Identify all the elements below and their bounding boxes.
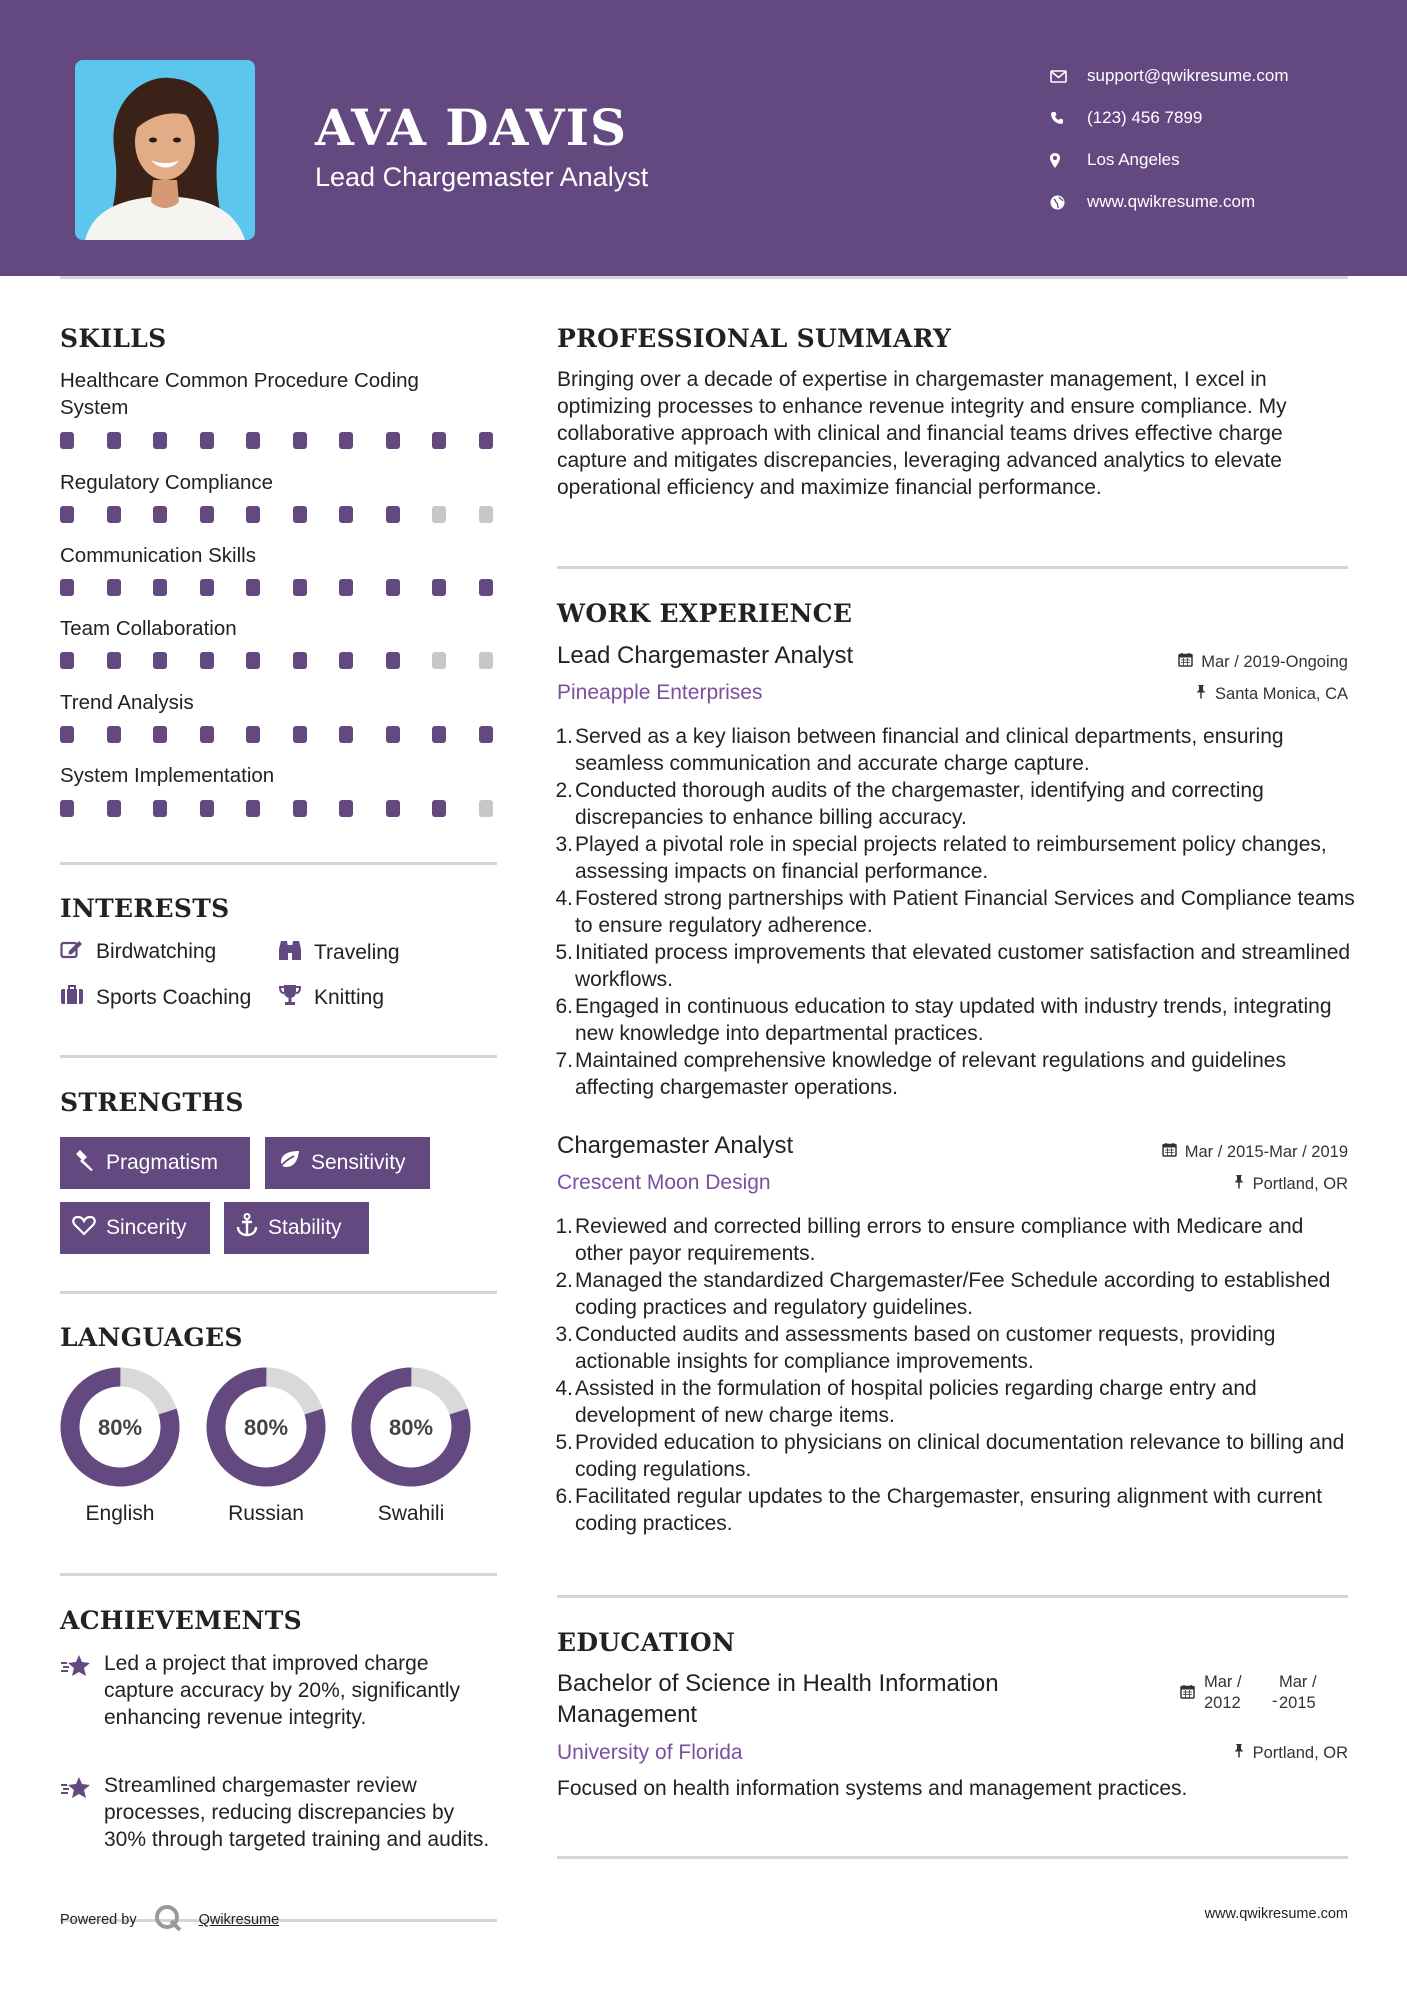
pushpin-icon [1233, 1743, 1245, 1763]
powered-by-brand[interactable]: Qwikresume [198, 1912, 280, 1928]
skill-dot [386, 506, 400, 523]
interest-item [60, 939, 216, 965]
job-bullets [555, 723, 1355, 1101]
skill-dot [60, 432, 74, 449]
contact-email-text[interactable]: support@qwikresume.com [1087, 66, 1289, 85]
skill-dot [107, 800, 121, 817]
trophy-icon [278, 984, 302, 1012]
skill-dot [153, 652, 167, 669]
skill-dot [246, 432, 260, 449]
skill-dot [200, 652, 214, 669]
skill-dot [479, 726, 493, 743]
skill-dot [200, 800, 214, 817]
skill-dot [479, 652, 493, 669]
job-bullet: 3. Conducted audits and assessments based on customer requests, providing actionable insights for compliance improvements. [555, 1323, 1276, 1373]
calendar-icon [1162, 1142, 1177, 1162]
skill-dot [339, 506, 353, 523]
skill-dot [60, 579, 74, 596]
skill-dot [339, 652, 353, 669]
edu-start-year: 2012 [1204, 1694, 1241, 1712]
phone-icon [1050, 111, 1087, 125]
strength-tag [60, 1202, 210, 1254]
skill-dot [432, 506, 446, 523]
contact-email [1050, 55, 1289, 97]
degree-title: Bachelor of Science in Health Information Management [557, 1670, 999, 1728]
section-divider [557, 1856, 1348, 1859]
language-percent: 80% [243, 1415, 289, 1440]
skill-dot [432, 800, 446, 817]
footer-url[interactable]: www.qwikresume.com [1204, 1906, 1348, 1922]
skill-dot [246, 726, 260, 743]
strength-label: Sensitivity [311, 1151, 406, 1174]
job-bullet: 4. Fostered strong partnerships with Patient Financial Services and Compliance teams to ensure regulatory adherence. [555, 887, 1355, 937]
skill-dot [246, 579, 260, 596]
interest-label: Traveling [314, 941, 400, 964]
skill-name: Trend Analysis [60, 691, 194, 714]
job-title: Chargemaster Analyst [557, 1132, 794, 1159]
briefcase-icon [60, 984, 84, 1011]
edu-description: Focused on health information systems and management practices. [557, 1777, 1188, 1800]
skill-dot [200, 432, 214, 449]
skill-name: Team Collaboration [60, 617, 237, 640]
edu-date-dash: - [1272, 1692, 1278, 1710]
skill-dot [479, 432, 493, 449]
experience-heading: WORK EXPERIENCE [557, 599, 853, 628]
job-bullet: 3. Played a pivotal role in special projects related to reimbursement policy changes, assessing impacts on financial performance. [555, 833, 1327, 883]
leaf-icon [277, 1150, 301, 1176]
job-bullet: 2. Conducted thorough audits of the chargemaster, identifying and correcting discrepancies to enhance billing accuracy. [555, 779, 1264, 829]
achievement-text: Streamlined chargemaster review processes, reducing discrepancies by 30% through targeted training and audits. [104, 1774, 490, 1851]
language-ring [59, 1366, 181, 1493]
skill-dot [339, 432, 353, 449]
job-bullet: 4. Assisted in the formulation of hospital policies regarding charge entry and development of new charge items. [555, 1377, 1257, 1427]
interest-label: Sports Coaching [96, 985, 252, 1009]
resume-header [0, 0, 1407, 276]
section-divider [557, 1595, 1348, 1598]
skill-dot [246, 506, 260, 523]
skill-name: Communication Skills [60, 544, 256, 567]
skill-dot [200, 506, 214, 523]
contact-website-text[interactable]: www.qwikresume.com [1087, 192, 1256, 211]
skill-dot [60, 506, 74, 523]
shooting-star-icon [60, 1653, 92, 1731]
map-pin-icon [1050, 153, 1087, 168]
section-divider [60, 1055, 497, 1058]
skill-dot [107, 432, 121, 449]
job-dates [1162, 1142, 1348, 1162]
job-bullet: 5. Initiated process improvements that elevated customer satisfaction and streamlined workflows. [555, 941, 1351, 991]
skill-dot [107, 726, 121, 743]
contact-location-text: Los Angeles [1087, 150, 1180, 169]
languages-heading: LANGUAGES [60, 1323, 243, 1352]
powered-by-label: Powered by [60, 1912, 137, 1928]
anchor-icon [236, 1213, 258, 1243]
strength-label: Stability [268, 1216, 342, 1239]
edu-end-month: Mar / [1279, 1673, 1317, 1691]
language-percent: 80% [97, 1415, 143, 1440]
skill-rating [60, 800, 493, 817]
job-bullet: 2. Managed the standardized Chargemaster/Fee Schedule according to established coding practices and regulatory guidelines. [555, 1269, 1331, 1319]
job-location [1195, 684, 1348, 704]
job-dates-text: Mar / 2019-Ongoing [1201, 652, 1348, 671]
skill-dot [153, 506, 167, 523]
achievement-text: Led a project that improved charge capture accuracy by 20%, significantly enhancing revenue integrity. [104, 1652, 461, 1729]
job-location-text: Portland, OR [1252, 1174, 1348, 1193]
skill-name: Regulatory Compliance [60, 471, 274, 494]
job-dates [1178, 652, 1348, 672]
contact-website [1050, 181, 1289, 223]
contact-list [1050, 55, 1289, 223]
summary-heading: PROFESSIONAL SUMMARY [557, 324, 952, 353]
gavel-icon [72, 1149, 96, 1177]
skill-dot [432, 652, 446, 669]
skill-dot [293, 579, 307, 596]
language-name: Swahili [377, 1502, 445, 1525]
candidate-name: AVA DAVIS [315, 98, 628, 157]
strength-label: Sincerity [106, 1216, 187, 1239]
job-bullet: 6. Facilitated regular updates to the Chargemaster, ensuring alignment with current coding practices. [555, 1485, 1323, 1535]
skill-name: Healthcare Common Procedure Coding System [60, 369, 419, 419]
summary-text: Bringing over a decade of expertise in chargemaster management, I excel in optimizing processes to enhance revenue integrity and ensure compliance. My collaborative approach with clinical and financial teams drives effective charge capture and mitigates discrepancies, leveraging advanced analytics to elevate operational efficiency and maximize financial performance. [557, 368, 1287, 499]
skill-dot [386, 579, 400, 596]
job-bullet: 6. Engaged in continuous education to stay updated with industry trends, integrating new knowledge into departmental practices. [555, 995, 1332, 1045]
edu-end-year: 2015 [1279, 1694, 1316, 1712]
interest-item [278, 939, 400, 967]
job-title: Lead Chargemaster Analyst [557, 642, 854, 669]
skill-dot [200, 579, 214, 596]
skill-dot [479, 506, 493, 523]
skill-dot [386, 652, 400, 669]
interest-item [278, 984, 384, 1012]
job-bullet: 5. Provided education to physicians on clinical documentation relevance to billing and coding regulations. [555, 1431, 1345, 1481]
section-divider [557, 566, 1348, 569]
interest-label: Birdwatching [96, 940, 217, 963]
language-percent: 80% [388, 1415, 434, 1440]
skill-dot [60, 652, 74, 669]
job-location-text: Santa Monica, CA [1215, 684, 1348, 703]
job-bullets [555, 1213, 1355, 1537]
skill-dot [339, 726, 353, 743]
shooting-star-icon [60, 1775, 92, 1853]
job-dates-text: Mar / 2015-Mar / 2019 [1184, 1142, 1348, 1161]
edu-start-month: Mar / [1204, 1673, 1242, 1691]
skill-dot [246, 652, 260, 669]
skill-dot [293, 432, 307, 449]
skill-dot [153, 726, 167, 743]
skill-dot [479, 579, 493, 596]
strength-tag [60, 1137, 250, 1189]
skill-dot [60, 800, 74, 817]
section-divider [60, 862, 497, 865]
globe-icon [1050, 195, 1087, 210]
skill-dot [339, 579, 353, 596]
language-ring [205, 1366, 327, 1493]
job-bullet: 1. Served as a key liaison between financial and clinical departments, ensuring seamless communication and accurate charge capture. [555, 725, 1284, 775]
skill-dot [432, 432, 446, 449]
interest-item [60, 984, 251, 1011]
achievements-heading: ACHIEVEMENTS [60, 1606, 302, 1635]
language-name: Russian [228, 1502, 304, 1525]
edu-location [1233, 1743, 1348, 1763]
job-bullet: 7. Maintained comprehensive knowledge of relevant regulations and guidelines affecting chargemaster operations. [555, 1049, 1286, 1099]
interests-heading: INTERESTS [60, 894, 230, 923]
skill-dot [432, 726, 446, 743]
skill-dot [432, 579, 446, 596]
skill-rating [60, 506, 493, 523]
contact-location [1050, 139, 1289, 181]
skill-dot [479, 800, 493, 817]
skill-dot [153, 579, 167, 596]
skill-dot [293, 800, 307, 817]
skill-dot [293, 652, 307, 669]
skill-dot [386, 800, 400, 817]
skills-heading: SKILLS [60, 324, 167, 353]
calendar-icon [1178, 652, 1193, 672]
qwikresume-logo-icon [153, 1903, 183, 1937]
skill-dot [107, 506, 121, 523]
skill-dot [200, 726, 214, 743]
strength-tag [265, 1137, 430, 1189]
edu-end-date [1279, 1672, 1317, 1714]
skill-name: System Implementation [60, 764, 275, 787]
edu-start-date [1204, 1672, 1242, 1714]
school-name: University of Florida [557, 1741, 743, 1764]
skill-dot [386, 726, 400, 743]
skill-dot [107, 652, 121, 669]
skill-dot [386, 432, 400, 449]
envelope-icon [1050, 70, 1087, 83]
strengths-heading: STRENGTHS [60, 1088, 244, 1117]
interest-label: Knitting [314, 986, 385, 1009]
calendar-icon [1180, 1684, 1195, 1704]
pushpin-icon [1233, 1174, 1245, 1194]
strength-tag [224, 1202, 369, 1254]
skill-dot [246, 800, 260, 817]
skill-dot [60, 726, 74, 743]
strength-label: Pragmatism [106, 1151, 219, 1174]
powered-by [60, 1903, 279, 1937]
job-location [1233, 1174, 1348, 1194]
skill-rating [60, 432, 493, 449]
section-divider [60, 1291, 497, 1294]
job-bullet: 1. Reviewed and corrected billing errors to ensure compliance with Medicare and other payor requirements. [555, 1215, 1304, 1265]
skill-dot [339, 800, 353, 817]
company-name: Crescent Moon Design [557, 1171, 771, 1194]
skill-dot [107, 579, 121, 596]
education-heading: EDUCATION [557, 1628, 736, 1657]
header-divider [60, 276, 1348, 279]
edit-icon [60, 939, 84, 965]
skill-dot [153, 800, 167, 817]
edu-location-text: Portland, OR [1252, 1743, 1348, 1762]
skill-rating [60, 726, 493, 743]
achievement-item [60, 1773, 500, 1853]
profile-photo [75, 60, 255, 240]
heart-icon [72, 1215, 96, 1242]
skill-dot [153, 432, 167, 449]
company-name: Pineapple Enterprises [557, 681, 763, 704]
skill-dot [293, 726, 307, 743]
candidate-title: Lead Chargemaster Analyst [315, 162, 649, 192]
achievement-item [60, 1651, 500, 1731]
contact-phone-text: (123) 456 7899 [1087, 108, 1203, 127]
language-ring [350, 1366, 472, 1493]
skill-dot [293, 506, 307, 523]
binoculars-icon [278, 939, 302, 967]
contact-phone [1050, 97, 1289, 139]
pushpin-icon [1195, 684, 1207, 704]
language-name: English [85, 1502, 155, 1525]
skill-rating [60, 652, 493, 669]
section-divider [60, 1573, 497, 1576]
skill-rating [60, 579, 493, 596]
